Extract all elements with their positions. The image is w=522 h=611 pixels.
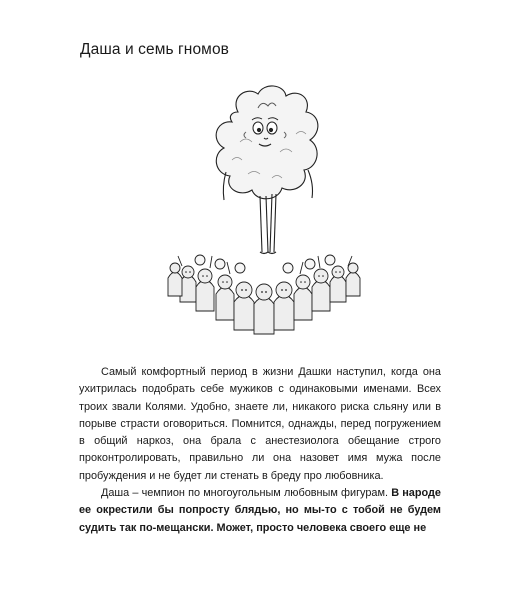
chapter-title: Даша и семь гномов xyxy=(80,41,229,58)
paragraph-2-bold: В народе ее окрестили бы попросту блядью, но мы-то с тобой не будем судить так по-мещански. Может, просто человека своего еще не xyxy=(79,487,441,534)
sheep-legs xyxy=(260,194,276,254)
sheep-figure xyxy=(216,86,318,199)
body-text xyxy=(79,364,441,537)
sheep-crowd-illustration xyxy=(160,82,370,342)
paragraph-1: Самый комфортный период в жизни Дашки наступил, когда она ухитрилась подобрать себе мужиков с одинаковыми именами. Всех троих звали Колями. Удобно, знаете ли, никакого риска сльяну или в порыве страсти оговориться. Помнится, однажды, перед погружением в общий наркоз, она брала с анестезиолога обещание строго проконтролировать, правильно ли она назовет имя мужа после пробуждения и не будет ли стенать в бреду про любовника. xyxy=(79,366,441,482)
paragraph-2-regular: Даша – чемпион по многоугольным любовным фигурам. xyxy=(101,487,392,500)
crowd-of-figures xyxy=(168,255,360,334)
paragraph-2 xyxy=(79,485,441,537)
